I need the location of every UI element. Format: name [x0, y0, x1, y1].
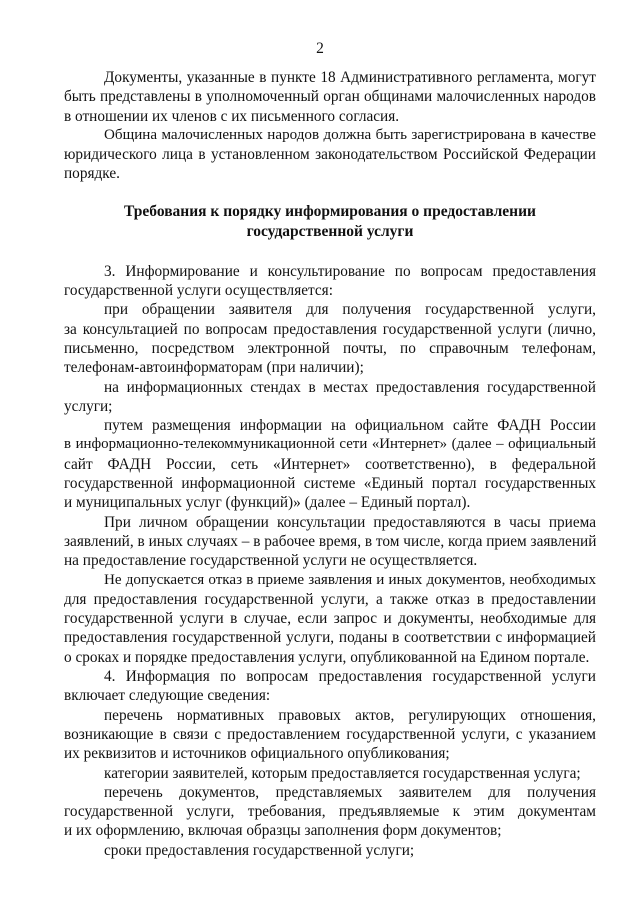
text-line: предоставления государственной услуги, поданы в соответствии с информацией [64, 629, 596, 647]
paragraph [64, 841, 596, 860]
paragraph [64, 667, 596, 706]
text-line: 4. Информация по вопросам предоставления государственной услуги [104, 668, 596, 686]
text-line: при обращении заявителя для получения государственной услуги, [104, 301, 596, 319]
text-line: государственной услуги осуществляется: [64, 282, 333, 300]
text-line: При личном обращении консультации предоставляются в часы приема [104, 513, 596, 531]
text-line: в отношении их членов с их письменного согласия. [64, 107, 400, 125]
text-line: сроки предоставления государственной услуги; [104, 841, 415, 859]
text-line: на предоставление государственной услуги не осуществляется. [64, 552, 478, 570]
section-heading [64, 202, 596, 242]
text-line: государственной информационной системе «Единый портал государственных [64, 475, 596, 493]
text-line: быть представлены в уполномоченный орган общинами малочисленных народов [64, 88, 596, 106]
text-line: Община малочисленных народов должна быть зарегистрирована в качестве [104, 126, 596, 143]
paragraph [64, 262, 596, 301]
paragraph [64, 764, 596, 783]
paragraph [64, 416, 596, 512]
paragraph [64, 783, 596, 841]
text-line: заявлений, в иных случаях – в рабочее время, в том числе, когда прием заявлений [64, 532, 597, 550]
text-line: категории заявителей, которым предоставляется государственная услуга; [104, 764, 581, 782]
paragraph [64, 571, 596, 667]
document-body [64, 68, 596, 860]
paragraph [64, 68, 596, 126]
text-line: государственной услуги в случае, если запрос и документы, необходимые для [64, 610, 596, 628]
text-line: порядке. [64, 165, 120, 183]
text-line: государственной услуги, требования, предъявляемые к этим документам [64, 803, 596, 821]
paragraph [64, 378, 596, 417]
text-line: перечень документов, представляемых заявителем для получения [104, 783, 596, 801]
heading-line: государственной услуги [246, 222, 414, 240]
text-line: услуги; [64, 397, 113, 415]
text-line: Документы, указанные в пункте 18 Административного регламента, могут [104, 69, 596, 86]
page-number: 2 [316, 40, 324, 57]
paragraph [64, 706, 596, 764]
text-line: за консультацией по вопросам предоставления государственной услуги (лично, [64, 320, 596, 338]
heading-line: Требования к порядку информирования о предоставлении [124, 202, 536, 220]
text-line: для предоставления государственной услуги, а также отказ в предоставлении [64, 590, 596, 608]
text-line: перечень нормативных правовых актов, регулирующих отношения, [104, 706, 596, 724]
text-line: письменно, посредством электронной почты, по справочным телефонам, [64, 339, 596, 357]
text-line: сайт ФАДН России, сеть «Интернет» соответственно), в федеральной [64, 455, 596, 473]
text-line: включает следующие сведения: [64, 687, 271, 705]
text-line: и их оформлению, включая образцы заполнения форм документов; [64, 822, 502, 840]
text-line: путем размещения информации на официальном сайте ФАДН России [104, 417, 596, 435]
paragraph [64, 300, 596, 377]
text-line: о сроках и порядке предоставления услуги, опубликованной на Едином портале. [64, 648, 590, 666]
text-line: Не допускается отказ в приеме заявления и иных документов, необходимых [104, 571, 596, 588]
paragraph [64, 513, 596, 571]
text-line: телефонам-автоинформаторам (при наличии); [64, 359, 364, 377]
text-line: на информационных стендах в местах предоставления государственной [104, 378, 596, 396]
text-line: 3. Информирование и консультирование по вопросам предоставления [104, 262, 596, 280]
text-line: и муниципальных услуг (функций)» (далее – Единый портал). [64, 494, 471, 512]
text-line: юридического лица в установленном законодательством Российской Федерации [64, 146, 596, 164]
paragraph [64, 126, 596, 184]
text-line: их реквизитов и источников официального опубликования; [64, 745, 450, 763]
text-line: в информационно-телекоммуникационной сети «Интернет» (далее – официальный [64, 436, 596, 453]
text-line: возникающие в связи с предоставлением государственной услуги, с указанием [64, 725, 596, 743]
